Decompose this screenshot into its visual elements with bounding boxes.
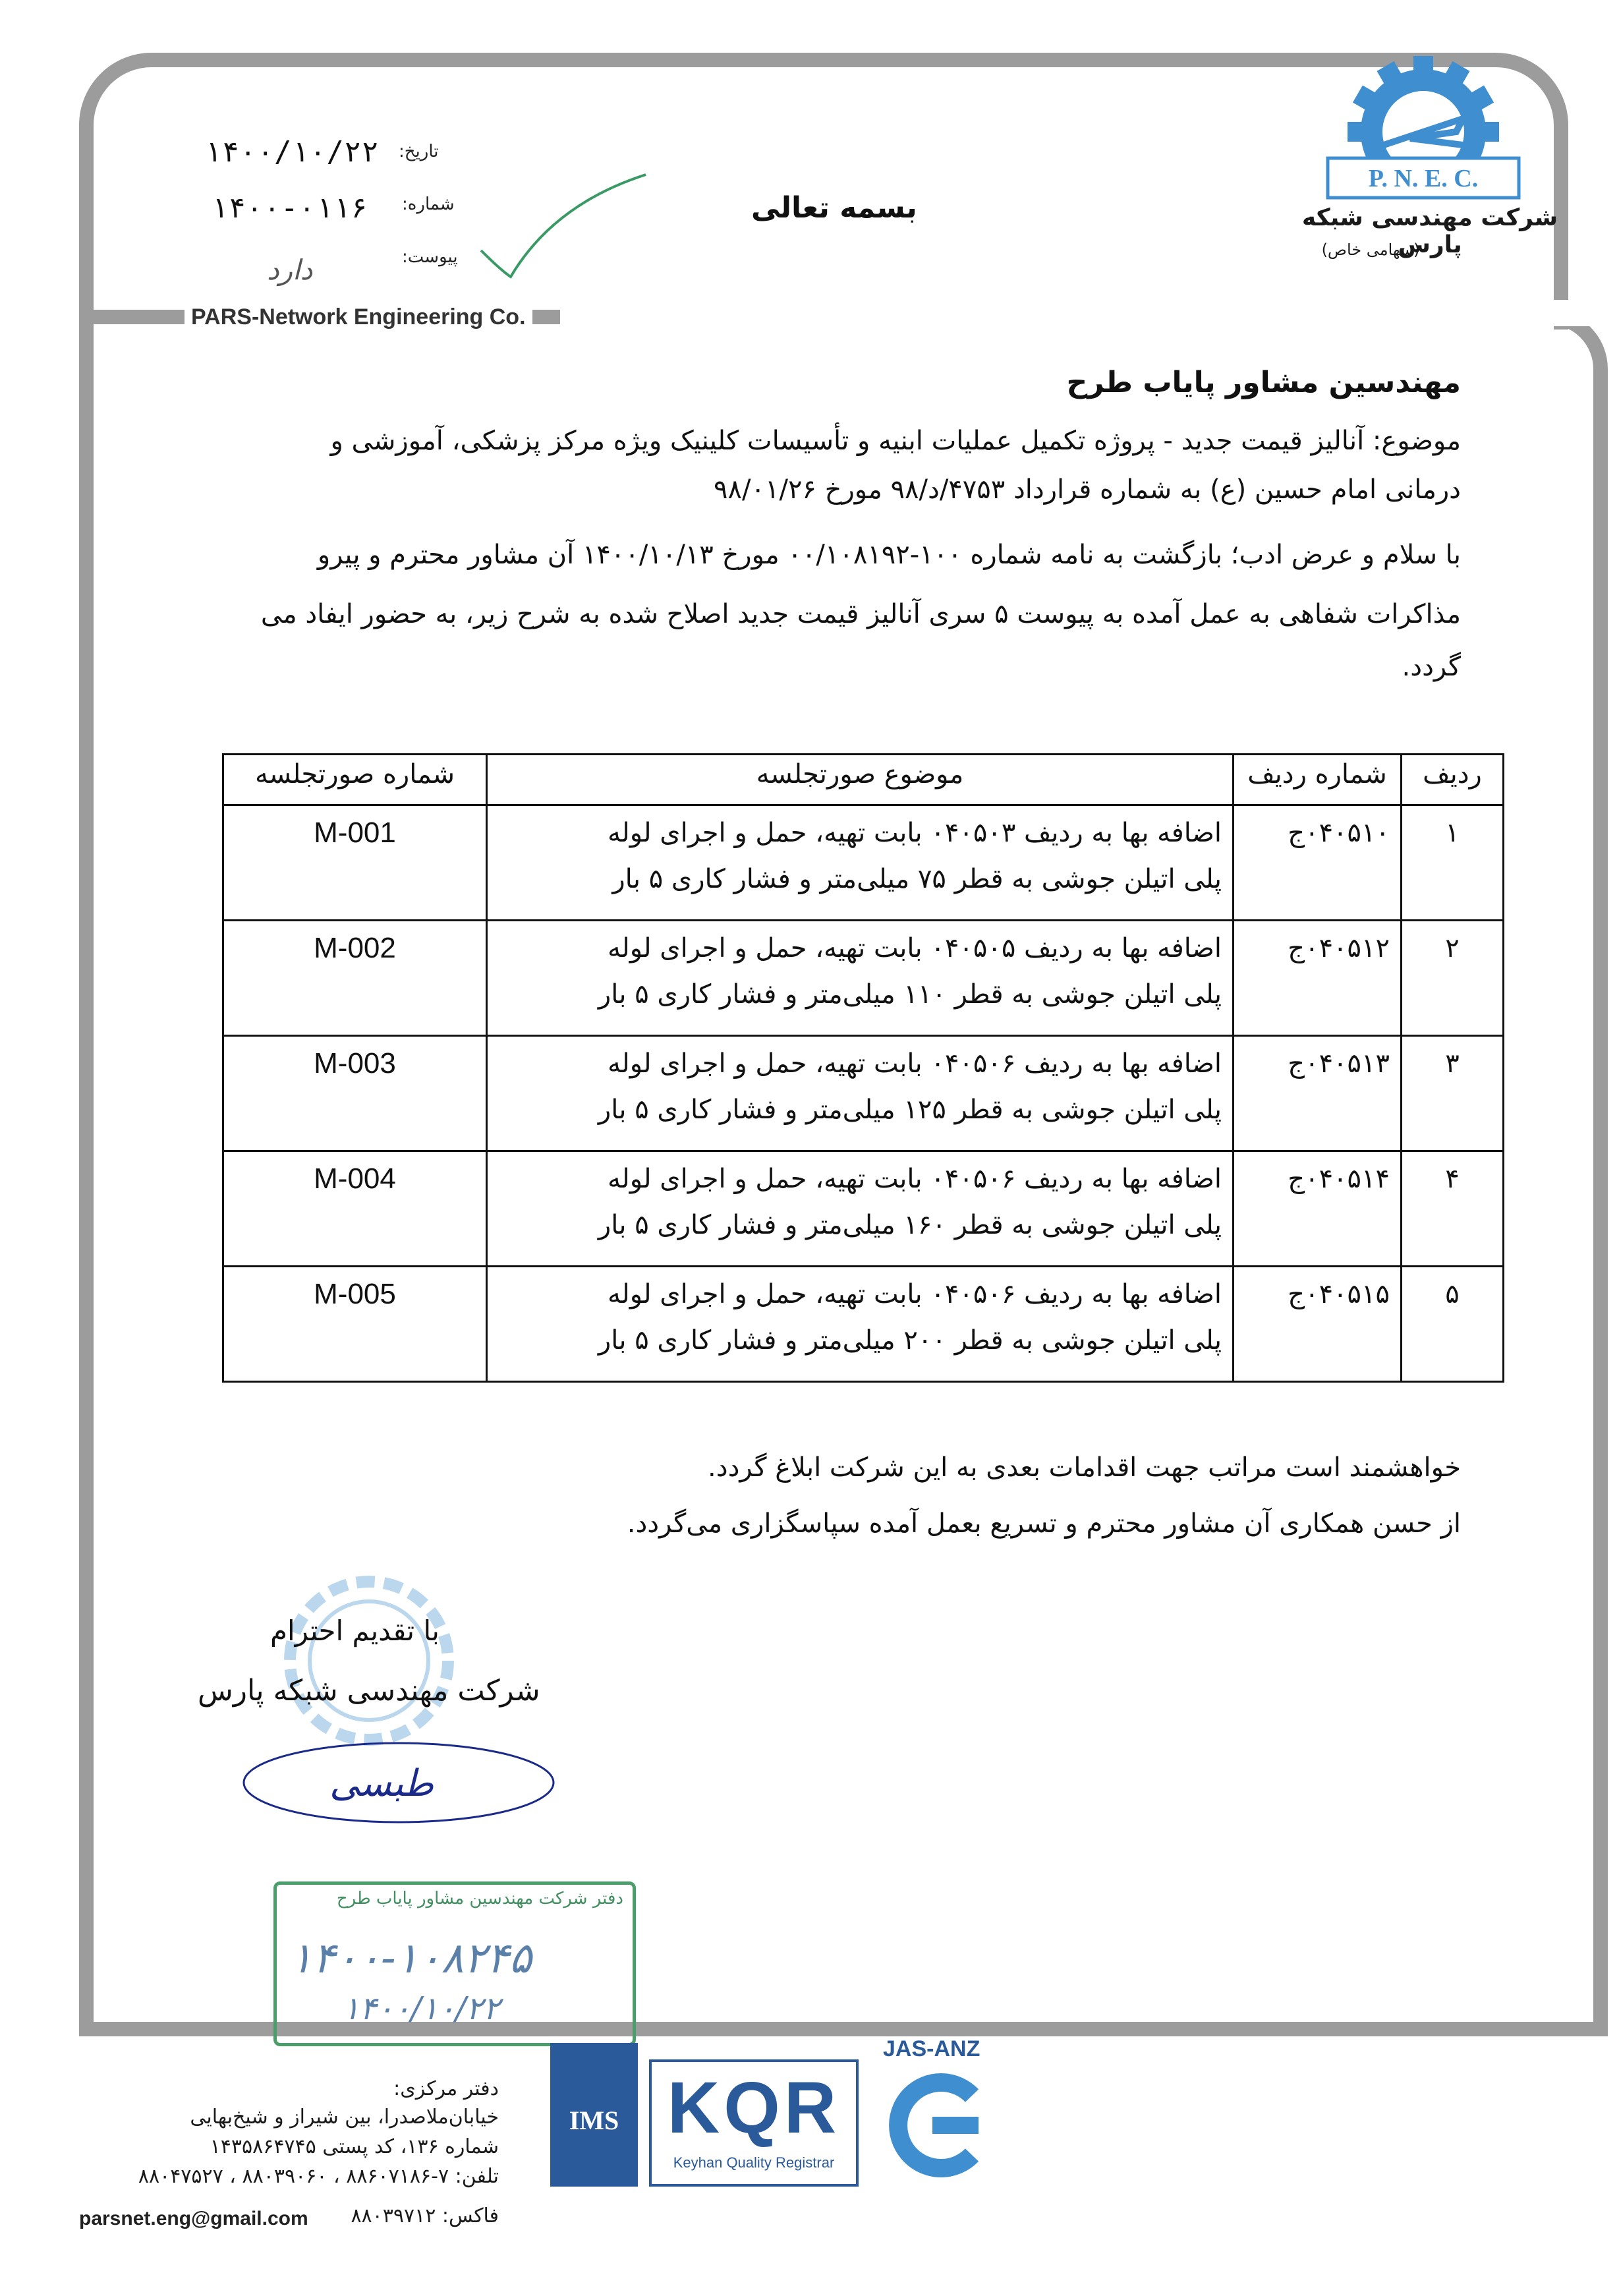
row-number: ۴ <box>1402 1151 1504 1267</box>
date-label: تاریخ: <box>399 142 439 161</box>
row-code: ۰۴۰۵۱۴ج <box>1234 1151 1402 1267</box>
row-subject: اضافه بها به ردیف ۰۴۰۵۰۶ بابت تهیه، حمل و اجرای لوله پلی اتیلن جوشی به قطر ۲۰۰ میلی‌متر و فشار کاری ۵ بار <box>487 1267 1234 1382</box>
table-row <box>223 1036 1504 1151</box>
phone-line: تلفن: ۷-۸۸۶۰۷۱۸۶ ، ۸۸۰۳۹۰۶۰ ، ۸۸۰۴۷۵۲۷ <box>138 2165 499 2188</box>
signature-company: شرکت مهندسی شبکه پارس <box>198 1674 540 1708</box>
row-number: ۳ <box>1402 1036 1504 1151</box>
table-row <box>223 1151 1504 1267</box>
body-line-3: گردد. <box>1402 652 1461 682</box>
jas-anz-label: JAS-ANZ <box>883 2036 980 2061</box>
ims-logo-icon: IMS <box>550 2043 638 2187</box>
row-number: ۵ <box>1402 1267 1504 1382</box>
subject-line-2: درمانی امام حسین (ع) به شماره قرارداد ۴۷۵۳/د/۹۸ مورخ ۹۸/۰۱/۲۶ <box>714 474 1461 505</box>
row-code: ۰۴۰۵۱۵ج <box>1234 1267 1402 1382</box>
recipient: مهندسین مشاور پایاب طرح <box>1066 366 1461 399</box>
row-minutes-number: M-002 <box>223 921 487 1036</box>
number-label: شماره: <box>402 194 455 214</box>
receipt-stamp-title: دفتر شرکت مهندسین مشاور پایاب طرح <box>336 1889 623 1909</box>
address-line-2: شماره ۱۳۶، کد پستی ۱۴۳۵۸۶۴۷۴۵ <box>210 2135 499 2158</box>
row-subject: اضافه بها به ردیف ۰۴۰۵۰۶ بابت تهیه، حمل و اجرای لوله پلی اتیلن جوشی به قطر ۱۲۵ میلی‌متر و فشار کاری ۵ بار <box>487 1036 1234 1151</box>
row-minutes-number: M-003 <box>223 1036 487 1151</box>
table-row <box>223 805 1504 921</box>
row-code: ۰۴۰۵۱۰ج <box>1234 805 1402 921</box>
row-minutes-number: M-005 <box>223 1267 487 1382</box>
attachment-value-handwritten: دارد <box>267 254 313 286</box>
minutes-table <box>222 753 1504 1383</box>
closing-line-1: خواهشمند است مراتب جهت اقدامات بعدی به این شرکت ابلاغ گردد. <box>708 1452 1461 1483</box>
company-name-fa: شرکت مهندسی شبکه پارس <box>1301 204 1558 258</box>
regards-text: با تقدیم احترام <box>270 1615 440 1647</box>
header-code: شماره ردیف <box>1234 755 1402 805</box>
receipt-number: ۱۴۰۰-۱۰۸۲۴۵ <box>290 1934 532 1983</box>
table-row <box>223 1267 1504 1382</box>
row-number: ۲ <box>1402 921 1504 1036</box>
logo-abbr: P. N. E. C. <box>1368 165 1479 192</box>
address-line-1: خیابان‌ملاصدرا، بین شیراز و شیخ‌بهایی <box>190 2106 499 2129</box>
header-row: ردیف <box>1402 755 1504 805</box>
number-value: ۱۴۰۰-۰۱۱۶ <box>211 191 368 225</box>
company-name-en: PARS-Network Engineering Co. <box>185 304 532 330</box>
header-subject: موضوع صورتجلسه <box>487 755 1234 805</box>
row-minutes-number: M-004 <box>223 1151 487 1267</box>
table-row <box>223 921 1504 1036</box>
subject-line-1: موضوع: آنالیز قیمت جدید - پروژه تکمیل عملیات ابنیه و تأسیسات کلینیک ویژه مرکز پزشکی، آموزشی و <box>330 426 1461 456</box>
checkmark-icon <box>474 165 652 290</box>
bismillah: بسمه تعالی <box>751 191 917 225</box>
row-number: ۱ <box>1402 805 1504 921</box>
company-stamp-icon <box>270 1562 468 1760</box>
row-subject: اضافه بها به ردیف ۰۴۰۵۰۵ بابت تهیه، حمل و اجرای لوله پلی اتیلن جوشی به قطر ۱۱۰ میلی‌متر و فشار کاری ۵ بار <box>487 921 1234 1036</box>
body-line-2: مذاکرات شفاهی به عمل آمده به پیوست ۵ سری آنالیز قیمت جدید اصلاح شده به شرح زیر، به حضور ایفاد می <box>260 599 1461 629</box>
jas-anz-logo-icon <box>886 2069 992 2181</box>
row-code: ۰۴۰۵۱۲ج <box>1234 921 1402 1036</box>
frame-gap <box>560 300 1614 326</box>
row-subject: اضافه بها به ردیف ۰۴۰۵۰۳ بابت تهیه، حمل و اجرای لوله پلی اتیلن جوشی به قطر ۷۵ میلی‌متر و فشار کاری ۵ بار <box>487 805 1234 921</box>
email-address: parsnet.eng@gmail.com <box>79 2208 308 2229</box>
row-minutes-number: M-001 <box>223 805 487 921</box>
kqr-logo-icon: KQR Keyhan Quality Registrar <box>649 2059 859 2187</box>
company-type: (سهامی خاص) <box>1321 241 1420 259</box>
closing-line-2: از حسن همکاری آن مشاور محترم و تسریع بعمل آمده سپاسگزاری می‌گردد. <box>627 1508 1461 1539</box>
row-subject: اضافه بها به ردیف ۰۴۰۵۰۶ بابت تهیه، حمل و اجرای لوله پلی اتیلن جوشی به قطر ۱۶۰ میلی‌متر و فشار کاری ۵ بار <box>487 1151 1234 1267</box>
date-value: ۱۴۰۰/۱۰/۲۲ <box>204 135 379 169</box>
signature-icon <box>237 1733 560 1832</box>
svg-text:طبسی: طبسی <box>329 1762 434 1805</box>
attachment-label: پیوست: <box>402 247 458 267</box>
fax-line: فاکس: ۸۸۰۳۹۷۱۲ <box>351 2204 499 2227</box>
receipt-date: ۱۴۰۰/۱۰/۲۲ <box>343 1990 500 2027</box>
row-code: ۰۴۰۵۱۳ج <box>1234 1036 1402 1151</box>
header-minutes: شماره صورتجلسه <box>223 755 487 805</box>
body-line-1: با سلام و عرض ادب؛ بازگشت به نامه شماره ۱۰۰-۰۰/۱۰۸۱۹۲ مورخ ۱۴۰۰/۱۰/۱۳ آن مشاور محترم و پیرو <box>317 540 1461 570</box>
office-label: دفتر مرکزی: <box>393 2077 499 2100</box>
